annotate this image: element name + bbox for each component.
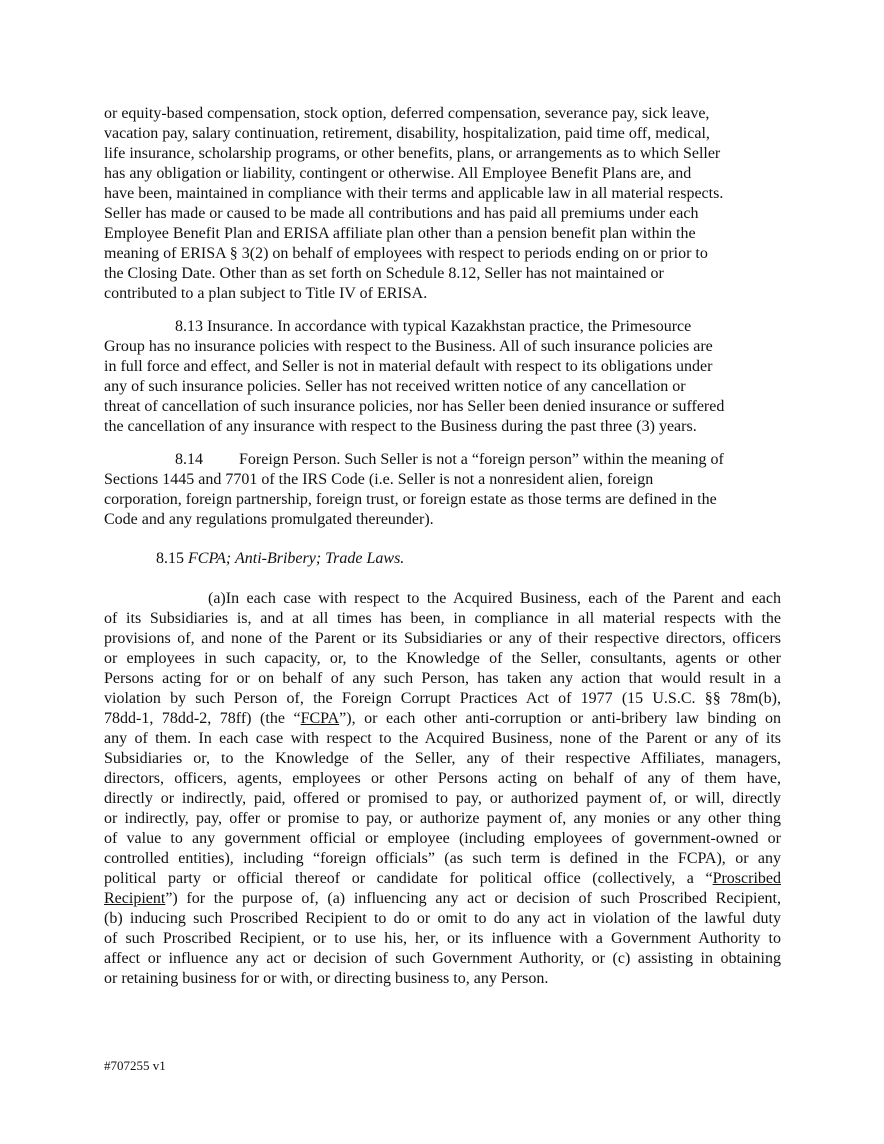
text-line: in full force and effect, and Seller is not in material default with respect to its obligations under xyxy=(104,358,713,375)
section-8-14-foreign-person xyxy=(104,450,781,530)
text-line: Group has no insurance policies with respect to the Business. All of such insurance policies are xyxy=(104,338,713,355)
text-line: directly or indirectly, paid, offered or promised to pay, or authorized payment of, or will, directly xyxy=(104,790,781,807)
section-heading-text: Foreign Person. Such Seller is not a “foreign person” within the meaning of xyxy=(239,451,724,468)
text-segment: political party or official thereof or candidate for political office (collectively, a “ xyxy=(104,870,713,887)
text-line: or indirectly, pay, offer or promise to pay, or authorize payment of, any monies or any other thing xyxy=(104,810,781,827)
text-line: provisions of, and none of the Parent or its Subsidiaries or any of their respective directors, officers xyxy=(104,630,781,647)
text-line: or retaining business for or with, or directing business to, any Person. xyxy=(104,970,549,987)
text-line: of value to any government official or employee (including employees of government-owned or xyxy=(104,830,781,847)
text-line: of such Proscribed Recipient, or to use his, her, or its influence with a Government Authority to xyxy=(104,930,781,947)
section-8-13-insurance xyxy=(104,317,781,437)
text-line: directors, officers, agents, employees or other Persons acting on behalf of any of them have, xyxy=(104,770,781,787)
text-line: contributed to a plan subject to Title IV of ERISA. xyxy=(104,285,428,302)
text-line: Sections 1445 and 7701 of the IRS Code (i.e. Seller is not a nonresident alien, foreign xyxy=(104,471,654,488)
section-8-15-a-paragraph xyxy=(104,589,781,989)
text-line: violation by such Person of, the Foreign Corrupt Practices Act of 1977 (15 U.S.C. §§ 78m(b), xyxy=(104,690,781,707)
text-line: (a)In each case with respect to the Acquired Business, each of the Parent and each xyxy=(208,590,781,607)
text-segment: ”) for the purpose of, (a) influencing any act or decision of such Proscribed Recipient, xyxy=(165,890,781,907)
text-line: life insurance, scholarship programs, or other benefits, plans, or arrangements as to which Seller xyxy=(104,145,721,162)
section-heading-line xyxy=(104,450,781,470)
text-line: Persons acting for or on behalf of any such Person, has taken any action that would result in a xyxy=(104,670,781,687)
text-line xyxy=(104,889,781,909)
text-line: controlled entities), including “foreign officials” (as such term is defined in the FCPA), or any xyxy=(104,850,781,867)
section-8-15-heading xyxy=(104,549,781,569)
text-line: (b) inducing such Proscribed Recipient to do or omit to do any act in violation of the lawful duty xyxy=(104,910,781,927)
text-segment: ”), or each other anti-corruption or anti-bribery law binding on xyxy=(339,710,781,727)
defined-term-recipient: Recipient xyxy=(104,890,166,907)
text-line: affect or influence any act or decision of such Government Authority, or (c) assisting in obtaining xyxy=(104,950,781,967)
document-id-footer: #707255 v1 xyxy=(104,1058,166,1073)
text-line: any of such insurance policies. Seller has not received written notice of any cancellation or xyxy=(104,378,686,395)
text-line: or employees in such capacity, or, to the Knowledge of the Seller, consultants, agents or other xyxy=(104,650,781,667)
text-line: threat of cancellation of such insurance policies, nor has Seller been denied insurance or suffered xyxy=(104,398,725,415)
text-line: any of them. In each case with respect to the Acquired Business, none of the Parent or any of its xyxy=(104,730,781,747)
text-segment: 78dd-1, 78dd-2, 78ff) (the “ xyxy=(104,710,301,727)
text-line: the Closing Date. Other than as set forth on Schedule 8.12, Seller has not maintained or xyxy=(104,265,664,282)
text-line xyxy=(104,869,781,889)
text-line: Seller has made or caused to be made all contributions and has paid all premiums under each xyxy=(104,205,699,222)
text-line: has any obligation or liability, contingent or otherwise. All Employee Benefit Plans are, and xyxy=(104,165,692,182)
text-line: meaning of ERISA § 3(2) on behalf of employees with respect to periods ending on or prior to xyxy=(104,245,708,262)
text-line xyxy=(104,709,781,729)
defined-term-proscribed: Proscribed xyxy=(712,870,781,887)
section-heading-line xyxy=(104,549,781,569)
text-line: of its Subsidiaries is, and at all times has been, in compliance in all material respects with the xyxy=(104,610,781,627)
defined-term-fcpa: FCPA xyxy=(300,710,340,727)
text-line: vacation pay, salary continuation, retirement, disability, hospitalization, paid time off, medical, xyxy=(104,125,710,142)
employee-benefit-plans-paragraph xyxy=(104,104,781,304)
text-line: the cancellation of any insurance with respect to the Business during the past three (3) years. xyxy=(104,418,697,435)
section-number: 8.15 xyxy=(156,550,184,567)
text-line: Employee Benefit Plan and ERISA affiliate plan other than a pension benefit plan within the xyxy=(104,225,696,242)
text-line: have been, maintained in compliance with their terms and applicable law in all material respects. xyxy=(104,185,724,202)
text-line: or equity-based compensation, stock option, deferred compensation, severance pay, sick leave, xyxy=(104,105,710,122)
text-line: Subsidiaries or, to the Knowledge of the Seller, any of their respective Affiliates, managers, xyxy=(104,750,781,767)
section-number: 8.14 xyxy=(175,451,203,468)
section-title: FCPA; Anti-Bribery; Trade Laws. xyxy=(188,550,405,567)
section-heading-line: 8.13 Insurance. In accordance with typical Kazakhstan practice, the Primesource xyxy=(175,318,692,335)
text-line: corporation, foreign partnership, foreign trust, or foreign estate as those terms are defined in the xyxy=(104,491,717,508)
text-line: Code and any regulations promulgated thereunder). xyxy=(104,511,434,528)
